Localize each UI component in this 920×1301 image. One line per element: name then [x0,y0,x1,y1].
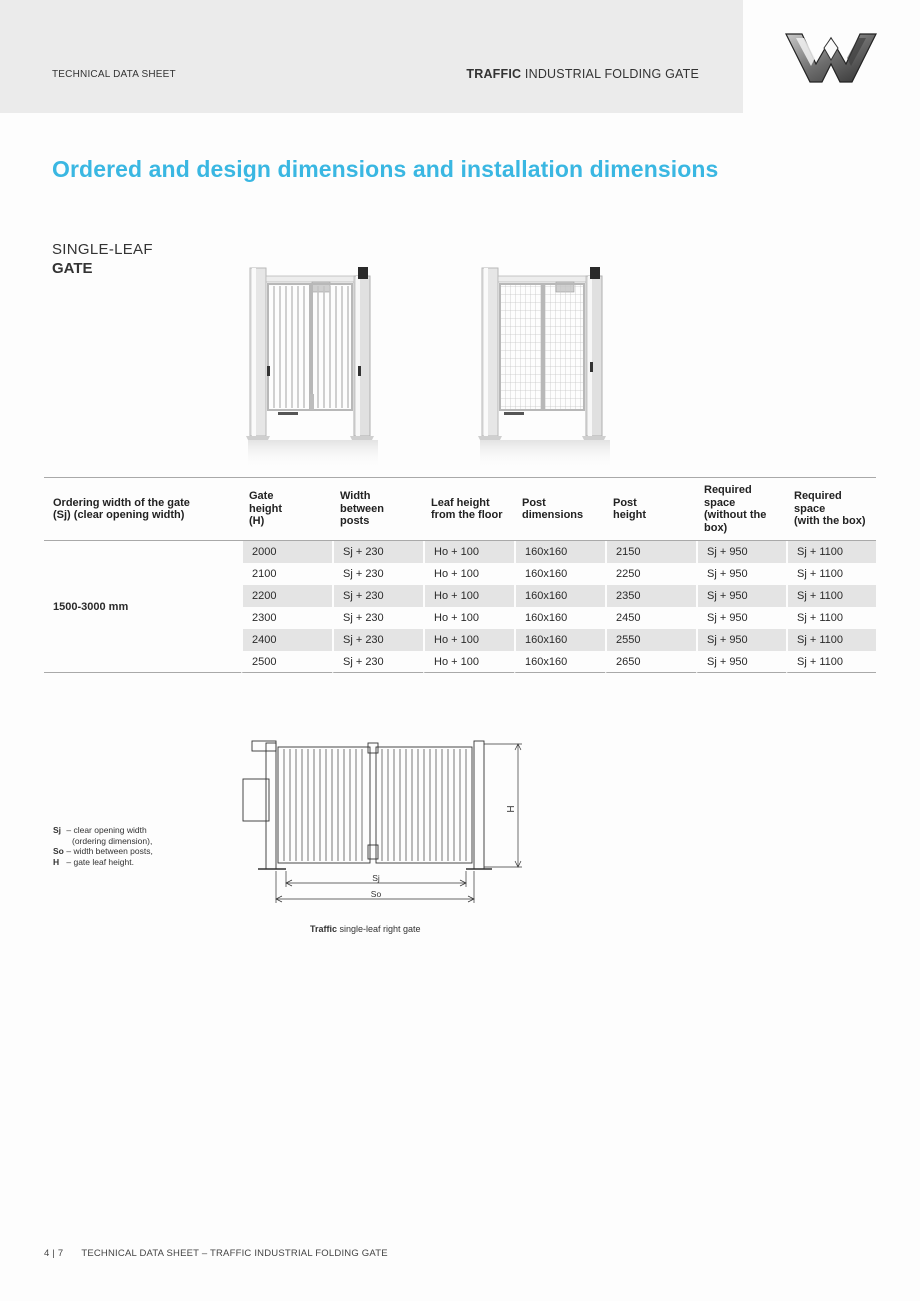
table-cell: 160x160 [514,629,605,651]
legend-h: H – gate leaf height. [53,856,134,867]
table-cell: 2550 [605,629,696,651]
dimension-legend [53,825,153,867]
drawing-caption: Traffic single-leaf right gate [310,924,421,934]
table-cell: 2000 [241,541,332,563]
table-cell: Sj + 230 [332,563,423,585]
header-leaf-height: Leaf height from the floor [423,477,514,541]
header-product [466,67,699,81]
legend-sj-cont: (ordering dimension), [72,835,153,846]
page-title: Ordered and design dimensions and installation dimensions [52,156,719,182]
table-cell: 2100 [241,563,332,585]
table-cell: 2350 [605,585,696,607]
table-cell: 2300 [241,607,332,629]
table-cell: Sj + 950 [696,541,786,563]
footer-text: TECHNICAL DATA SHEET – TRAFFIC INDUSTRIAL FOLDING GATE [81,1248,388,1259]
dim-label-so: So [370,889,382,899]
gate-photo-bars [238,262,388,470]
brand-logo-icon [784,30,878,84]
dim-label-h: H [506,805,517,813]
header-doc-type: TECHNICAL DATA SHEET [52,69,176,80]
row-label-ordering-width: 1500-3000 mm [44,541,241,673]
gate-photo-mesh [470,262,620,470]
header-post-height: Post height [605,477,696,541]
table-cell: 2650 [605,651,696,673]
header-band [0,0,743,113]
table-cell: Sj + 230 [332,629,423,651]
table-cell: Ho + 100 [423,651,514,673]
table-cell: Sj + 1100 [786,585,876,607]
page-footer [44,1248,388,1259]
table-cell: Sj + 230 [332,585,423,607]
section-label [52,240,153,278]
table-cell: Sj + 230 [332,541,423,563]
header-width-between-posts: Width between posts [332,477,423,541]
legend-sj: Sj – clear opening width [53,825,147,835]
section-label-name: GATE [52,260,93,277]
header-space-with-box: Required space (with the box) [786,477,876,541]
table-cell: Sj + 230 [332,651,423,673]
table-cell: 160x160 [514,541,605,563]
table-cell: Sj + 1100 [786,629,876,651]
legend-so: So – width between posts, [53,846,153,856]
table-cell: 2450 [605,607,696,629]
motor-box-shape [243,779,269,821]
table-cell: Sj + 230 [332,607,423,629]
table-cell: Ho + 100 [423,607,514,629]
header-space-without-box: Required space (without the box) [696,477,786,541]
table-cell: Ho + 100 [423,541,514,563]
header-product-name: INDUSTRIAL FOLDING GATE [521,67,699,81]
table-cell: Sj + 1100 [786,651,876,673]
table-cell: Ho + 100 [423,585,514,607]
table-cell: Sj + 1100 [786,563,876,585]
table-cell: Sj + 950 [696,607,786,629]
header-post-dimensions: Post dimensions [514,477,605,541]
table-cell: 2150 [605,541,696,563]
table-cell: Sj + 950 [696,651,786,673]
table-cell: 2250 [605,563,696,585]
gate-technical-drawing [238,735,528,905]
table-cell: 160x160 [514,607,605,629]
table-cell: 2500 [241,651,332,673]
table-cell: Ho + 100 [423,629,514,651]
table-cell: Sj + 1100 [786,607,876,629]
table-cell: Sj + 1100 [786,541,876,563]
table-cell: Sj + 950 [696,585,786,607]
table-cell: Ho + 100 [423,563,514,585]
table-cell: 160x160 [514,585,605,607]
section-label-type: SINGLE-LEAF [52,241,153,258]
table-cell: 160x160 [514,651,605,673]
table-header-row [44,477,876,541]
table-cell: 2400 [241,629,332,651]
table-cell: Sj + 950 [696,629,786,651]
dimensions-table [44,477,876,673]
table-cell: 2200 [241,585,332,607]
header-ordering-width: Ordering width of the gate (Sj) (clear opening width) [44,477,241,541]
header-gate-height: Gate height (H) [241,477,332,541]
table-row [44,541,876,563]
dim-label-sj: Sj [372,873,380,883]
header-product-brand: TRAFFIC [466,67,522,81]
table-cell: Sj + 950 [696,563,786,585]
page-number: 4 | 7 [44,1248,64,1259]
table-cell: 160x160 [514,563,605,585]
